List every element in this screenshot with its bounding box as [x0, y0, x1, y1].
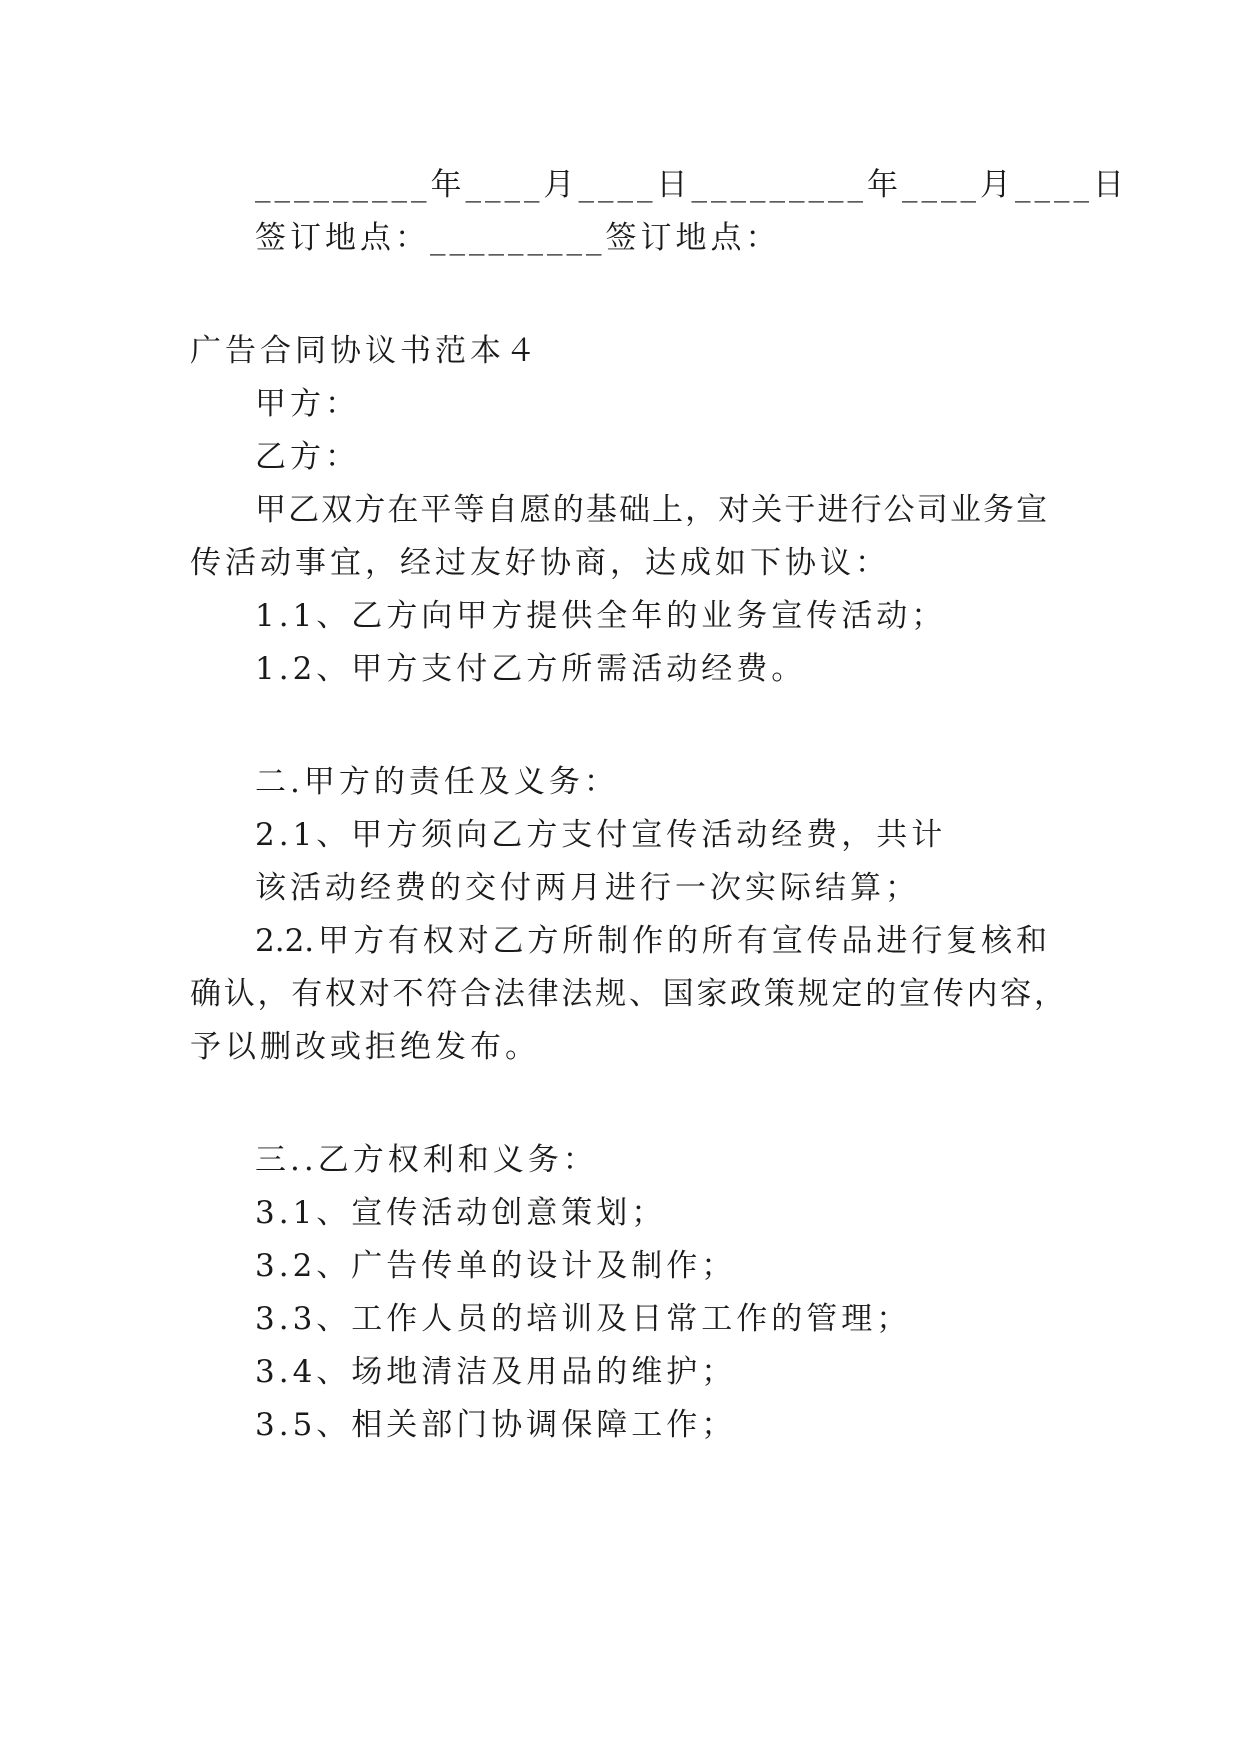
heading-party-b-rights: 三..乙方权利和义务：: [255, 1142, 598, 1178]
intro-paragraph-line-1: 甲乙双方在平等自愿的基础上，对关于进行公司业务宣: [255, 492, 1047, 528]
signature-date-line: _________年____月____日_________年____月____日: [255, 167, 1128, 203]
clause-3-3: 3.3、工作人员的培训及日常工作的管理；: [255, 1301, 912, 1337]
clause-3-1: 3.1、宣传活动创意策划；: [255, 1195, 667, 1231]
intro-paragraph-line-2: 传活动事宜，经过友好协商，达成如下协议：: [190, 545, 890, 581]
section-heading: 广告合同协议书范本４: [190, 333, 540, 369]
clause-3-5: 3.5、相关部门协调保障工作；: [255, 1407, 737, 1443]
signing-place-line: 签订地点：_________签订地点：: [255, 220, 781, 256]
clause-3-4: 3.4、场地清洁及用品的维护；: [255, 1354, 737, 1390]
clause-2-2-line-3: 予以删改或拒绝发布。: [190, 1029, 540, 1065]
clause-1-1: 1.1、乙方向甲方提供全年的业务宣传活动；: [255, 598, 947, 634]
clause-2-2-line-1: 2.2.甲方有权对乙方所制作的所有宣传品进行复核和: [255, 923, 1047, 959]
party-b-label: 乙方：: [255, 439, 360, 475]
clause-2-1-continued: 该活动经费的交付两月进行一次实际结算；: [255, 870, 920, 906]
clause-2-1: 2.1、甲方须向乙方支付宣传活动经费，共计: [255, 817, 947, 853]
clause-1-2: 1.2、甲方支付乙方所需活动经费。: [255, 651, 807, 687]
heading-party-a-duties: 二.甲方的责任及义务：: [255, 764, 619, 800]
clause-2-2-line-2: 确认，有权对不符合法律法规、国家政策规定的宣传内容，: [190, 976, 1065, 1012]
party-a-label: 甲方：: [255, 386, 360, 422]
clause-3-2: 3.2、广告传单的设计及制作；: [255, 1248, 737, 1284]
